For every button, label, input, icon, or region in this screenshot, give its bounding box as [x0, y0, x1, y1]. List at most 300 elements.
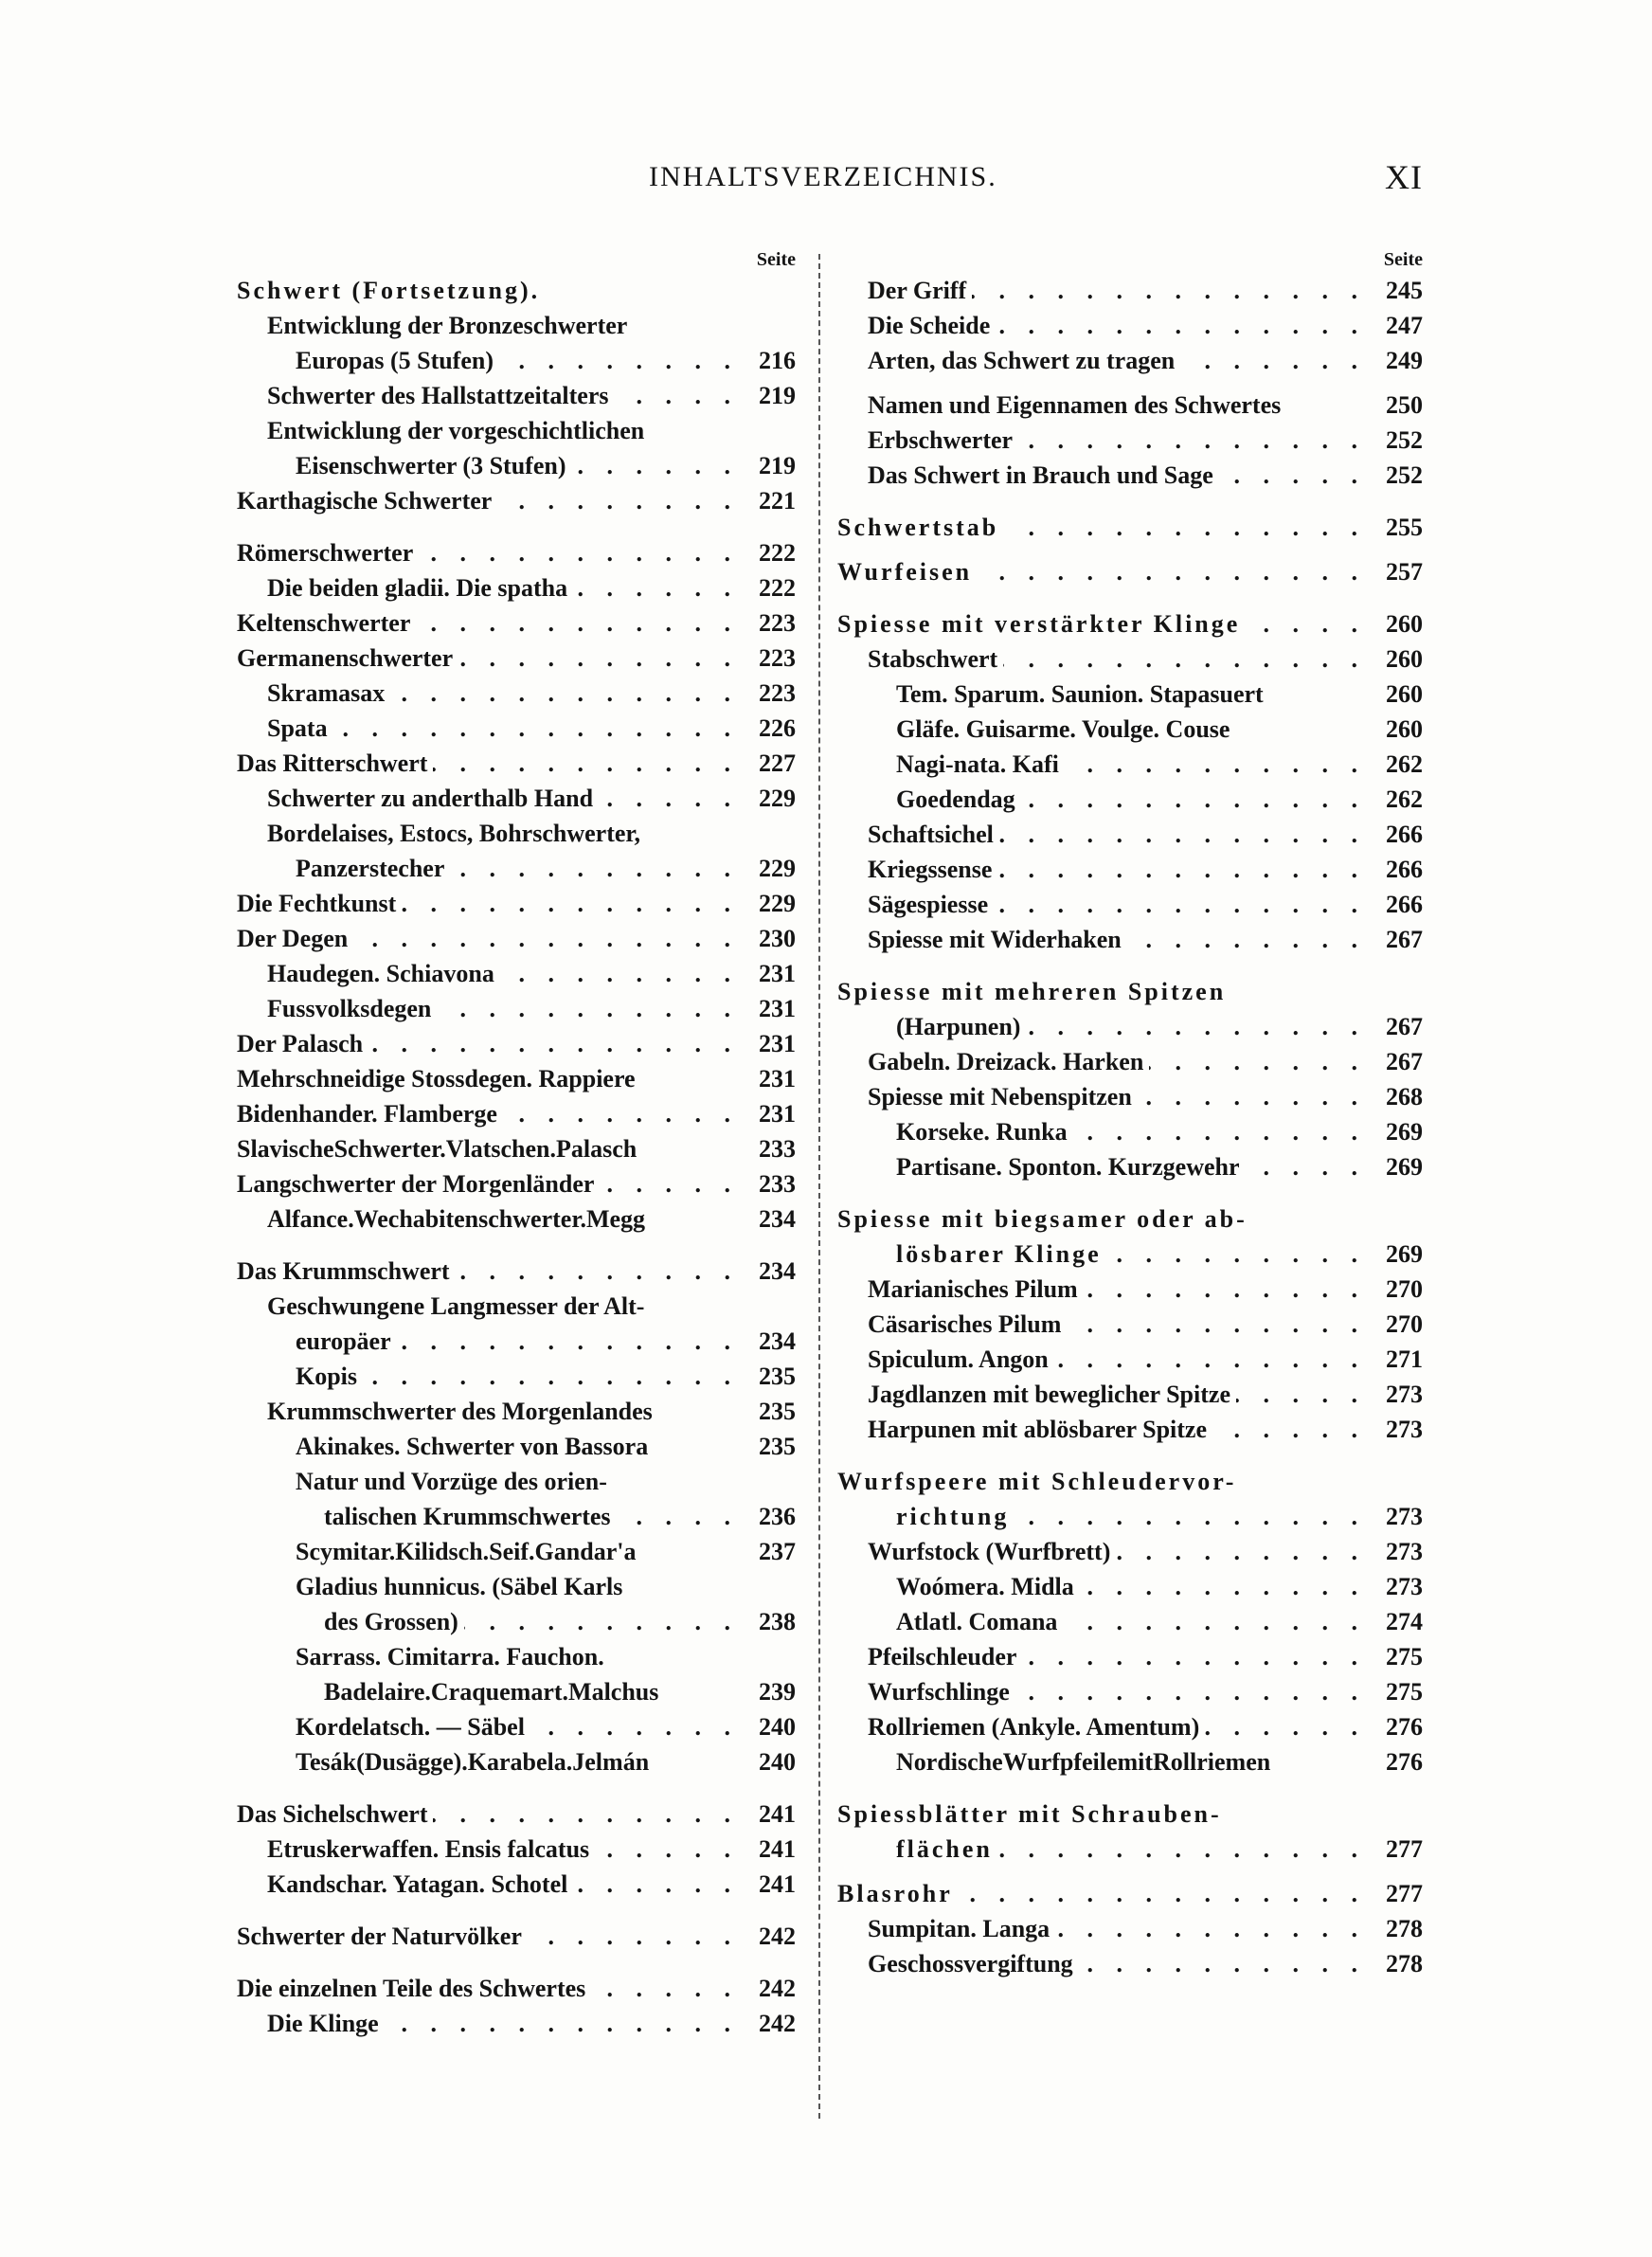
- toc-entry: [837, 1412, 1423, 1447]
- toc-entry-title: Langschwerter der Morgenländer: [237, 1170, 595, 1198]
- toc-entry: [837, 606, 1423, 641]
- toc-entry-page: 273: [1386, 1416, 1423, 1443]
- toc-entry: [237, 605, 796, 641]
- toc-entry-page: 273: [1386, 1538, 1423, 1565]
- dot-leader: [1022, 1639, 1366, 1674]
- toc-entry-title: Spiesse mit Widerhaken: [868, 926, 1122, 953]
- toc-entry-title: Namen und Eigennamen des Schwertes: [868, 391, 1282, 419]
- toc-entry-page: 276: [1386, 1748, 1423, 1776]
- toc-entry-page: 245: [1386, 277, 1423, 304]
- toc-entry: [837, 343, 1423, 378]
- toc-entry-title: Erbschwerter: [868, 426, 1014, 454]
- toc-entry-page: 267: [1386, 926, 1423, 953]
- toc-entry: [237, 378, 796, 413]
- toc-entry-title: Eisenschwerter (3 Stufen): [296, 452, 566, 479]
- toc-entry-page: 260: [1386, 610, 1423, 638]
- toc-entry-page: 240: [759, 1748, 796, 1776]
- section-gap: [837, 589, 1423, 606]
- dot-leader: [1149, 1044, 1366, 1079]
- dot-leader: [464, 1604, 739, 1639]
- dot-leader: [1246, 1149, 1366, 1184]
- toc-entry: [837, 974, 1423, 1009]
- dot-leader: [1004, 510, 1366, 545]
- dot-leader: [1015, 1674, 1366, 1709]
- dot-leader: [599, 781, 739, 816]
- toc-entry-page: 231: [759, 1065, 796, 1092]
- toc-entry-title: Wurfstock (Wurfbrett): [868, 1538, 1111, 1565]
- toc-entry: [237, 1534, 796, 1569]
- dot-leader: [997, 852, 1366, 887]
- toc-entry: [837, 782, 1423, 817]
- toc-entry-page: 278: [1386, 1950, 1423, 1977]
- toc-entry-title: Keltenschwerter: [237, 609, 411, 637]
- toc-entry-page: 262: [1386, 785, 1423, 813]
- toc-entry: [837, 1639, 1423, 1674]
- toc-entry-title: Atlatl. Comana: [896, 1608, 1058, 1635]
- section-gap: [837, 1184, 1423, 1201]
- dot-leader: [1219, 458, 1366, 493]
- toc-entry: [237, 1971, 796, 2006]
- toc-entry-page: 242: [759, 1923, 796, 1950]
- dot-leader: [416, 605, 739, 641]
- dot-leader: [573, 570, 739, 605]
- dot-leader: [998, 1832, 1366, 1867]
- toc-entry-page: 233: [759, 1135, 796, 1163]
- dot-leader: [972, 273, 1366, 308]
- dot-leader: [1080, 1569, 1366, 1604]
- dot-leader: [363, 1359, 739, 1394]
- toc-entry: [237, 1166, 796, 1201]
- seite-label: Seite: [1383, 249, 1423, 270]
- toc-entry-title: Kriegssense: [868, 856, 993, 883]
- dot-leader: [999, 817, 1366, 852]
- toc-entry-title: Spiesse mit verstärkter Klinge: [837, 610, 1241, 638]
- toc-entry-title: Die Klinge: [267, 2010, 379, 2037]
- toc-entry-title: Germanenschwerter: [237, 644, 454, 672]
- toc-entry-title: Akinakes. Schwerter von Bassora: [296, 1433, 649, 1460]
- toc-entry: [837, 1911, 1423, 1946]
- dot-leader: [1116, 1534, 1366, 1569]
- toc-entry: [237, 2006, 796, 2041]
- toc-entry: [837, 677, 1423, 712]
- toc-entry-title: Spata: [267, 714, 328, 742]
- toc-entry-page: 269: [1386, 1240, 1423, 1268]
- toc-entry-title: Kandschar. Yatagan. Schotel: [267, 1870, 568, 1898]
- toc-entry: [837, 1114, 1423, 1149]
- toc-entry: [837, 554, 1423, 589]
- toc-entry-page: 275: [1386, 1678, 1423, 1706]
- dot-leader: [1212, 1412, 1366, 1447]
- toc-entry-page: 277: [1386, 1880, 1423, 1907]
- dot-leader: [1127, 922, 1366, 957]
- toc-entry-title: Scymitar.Kilidsch.Seif.Gandar'a: [296, 1538, 637, 1565]
- toc-entry-title: Der Degen: [237, 925, 349, 952]
- toc-entry-title: Schwerter zu anderthalb Hand: [267, 785, 594, 812]
- dot-leader: [437, 991, 739, 1026]
- toc-entry-title: Nagi-nata. Kafi: [896, 750, 1059, 778]
- toc-entry: [237, 1499, 796, 1534]
- toc-entry: [837, 1272, 1423, 1307]
- dot-leader: [1138, 1079, 1366, 1114]
- toc-entry-page: 223: [759, 679, 796, 707]
- toc-entry-page: 260: [1386, 715, 1423, 743]
- dot-leader: [419, 535, 739, 570]
- dot-leader: [1084, 1272, 1366, 1307]
- toc-entry-title: (Harpunen): [896, 1013, 1021, 1040]
- toc-entry-page: 252: [1386, 426, 1423, 454]
- dot-leader: [402, 886, 739, 921]
- section-gap: [237, 518, 796, 535]
- toc-entry: [237, 308, 796, 343]
- toc-entry-title: Kopis: [296, 1363, 358, 1390]
- toc-entry-title: Geschossvergiftung: [868, 1950, 1073, 1977]
- toc-entry-title: Marianisches Pilum: [868, 1275, 1078, 1303]
- toc-entry: [837, 308, 1423, 343]
- toc-entry: [237, 816, 796, 851]
- toc-entry-page: 242: [759, 1975, 796, 2002]
- dot-leader: [1054, 1342, 1366, 1377]
- toc-entry-title: des Grossen): [324, 1608, 458, 1635]
- toc-entry: [837, 1569, 1423, 1604]
- toc-entry: [237, 781, 796, 816]
- toc-entry: [837, 1307, 1423, 1342]
- dot-leader: [617, 1499, 739, 1534]
- dot-leader: [500, 956, 739, 991]
- toc-entry-page: 222: [759, 574, 796, 602]
- dot-leader: [994, 887, 1366, 922]
- toc-entry: [837, 712, 1423, 747]
- toc-entry-title: Korseke. Runka: [896, 1118, 1068, 1146]
- toc-entry: [237, 570, 796, 605]
- toc-entry-page: 266: [1386, 821, 1423, 848]
- toc-entry: [837, 1797, 1423, 1832]
- toc-entry: [237, 1096, 796, 1131]
- toc-entry-title: Rollriemen (Ankyle. Amentum): [868, 1713, 1200, 1741]
- toc-entry-title: NordischeWurfpfeilemitRollriemen: [896, 1748, 1271, 1776]
- toc-entry-title: Entwicklung der vorgeschichtlichen: [267, 417, 645, 444]
- toc-entry-title: Woómera. Midla: [896, 1573, 1074, 1600]
- toc-entry-page: 229: [759, 890, 796, 917]
- dot-leader: [497, 483, 739, 518]
- toc-entry: [237, 991, 796, 1026]
- toc-entry-title: Schaftsichel: [868, 821, 994, 848]
- toc-entry-title: Das Sichelschwert: [237, 1800, 428, 1828]
- toc-entry: [237, 1254, 796, 1289]
- toc-entry-page: 267: [1386, 1048, 1423, 1075]
- toc-entry: [237, 1131, 796, 1166]
- section-gap: [837, 378, 1423, 388]
- toc-entry: [237, 1867, 796, 1902]
- dot-leader: [1015, 1499, 1366, 1534]
- toc-entry-page: 219: [759, 382, 796, 409]
- dot-leader: [528, 1919, 739, 1954]
- toc-entry-page: 236: [759, 1503, 796, 1530]
- toc-entry-page: 222: [759, 539, 796, 567]
- toc-entry-page: 260: [1386, 645, 1423, 673]
- toc-entry-title: Etruskerwaffen. Ensis falcatus: [267, 1835, 590, 1863]
- toc-entry: [237, 413, 796, 448]
- toc-entry: [237, 1324, 796, 1359]
- dot-leader: [573, 1867, 739, 1902]
- toc-entry-title: Bordelaises, Estocs, Bohrschwerter,: [267, 820, 641, 847]
- toc-entry-title: Karthagische Schwerter: [237, 487, 493, 515]
- toc-entry-page: 273: [1386, 1503, 1423, 1530]
- dot-leader: [1018, 423, 1366, 458]
- toc-entry-page: 221: [759, 487, 796, 515]
- dot-leader: [591, 1971, 739, 2006]
- toc-entry-page: 227: [759, 749, 796, 777]
- toc-entry-title: Wurfspeere mit Schleudervor-: [837, 1468, 1237, 1495]
- toc-entry: [837, 1876, 1423, 1911]
- toc-entry-page: 274: [1386, 1608, 1423, 1635]
- toc-entry: [837, 1604, 1423, 1639]
- toc-entry-page: 241: [759, 1835, 796, 1863]
- page-number: XI: [1385, 158, 1423, 196]
- toc-entry: [237, 448, 796, 483]
- toc-entry: [237, 1464, 796, 1499]
- toc-entry: [837, 817, 1423, 852]
- toc-entry-page: 235: [759, 1398, 796, 1425]
- toc-entry-page: 255: [1386, 514, 1423, 541]
- toc-entry-page: 250: [1386, 391, 1423, 419]
- running-title: INHALTSVERZEICHNIS.: [649, 161, 997, 192]
- toc-entry-page: 266: [1386, 856, 1423, 883]
- toc-entry: [837, 1946, 1423, 1981]
- toc-entry: [837, 1709, 1423, 1744]
- toc-entry-title: talischen Krummschwertes: [324, 1503, 611, 1530]
- toc-entry: [237, 535, 796, 570]
- toc-entry: [837, 1079, 1423, 1114]
- toc-entry-title: Kordelatsch. — Säbel: [296, 1713, 525, 1741]
- toc-entry-page: 241: [759, 1800, 796, 1828]
- toc-entry-page: 262: [1386, 750, 1423, 778]
- toc-entry-title: flächen: [896, 1835, 993, 1863]
- dot-leader: [978, 554, 1366, 589]
- toc-entry-title: Die beiden gladii. Die spatha: [267, 574, 568, 602]
- toc-entry: [837, 458, 1423, 493]
- toc-entry-title: Natur und Vorzüge des orien-: [296, 1468, 607, 1495]
- section-gap: [837, 1779, 1423, 1797]
- toc-entry-page: 235: [759, 1433, 796, 1460]
- toc-entry: [837, 510, 1423, 545]
- section-gap: [837, 493, 1423, 510]
- toc-entry-page: 270: [1386, 1310, 1423, 1338]
- toc-entry: [237, 886, 796, 921]
- toc-entry-page: 223: [759, 644, 796, 672]
- toc-entry-page: 229: [759, 855, 796, 882]
- dot-leader: [433, 746, 739, 781]
- toc-entry-page: 257: [1386, 558, 1423, 586]
- toc-entry: [837, 1237, 1423, 1272]
- toc-entry-page: 231: [759, 960, 796, 987]
- toc-entry: [237, 1061, 796, 1096]
- section-gap: [837, 545, 1423, 554]
- toc-entry: [237, 921, 796, 956]
- dot-leader: [1073, 1114, 1366, 1149]
- toc-entry-title: Tem. Sparum. Saunion. Stapasuert: [896, 680, 1264, 708]
- dot-leader: [390, 676, 739, 711]
- toc-entry-title: Jagdlanzen mit beweglicher Spitze: [868, 1381, 1230, 1408]
- dot-leader: [353, 921, 739, 956]
- toc-entry-title: richtung: [896, 1503, 1010, 1530]
- toc-entry-page: 276: [1386, 1713, 1423, 1741]
- toc-entry: [837, 388, 1423, 423]
- toc-entry: [837, 641, 1423, 677]
- toc-entry: [837, 887, 1423, 922]
- toc-entry-title: Bidenhander. Flamberge: [237, 1100, 497, 1128]
- toc-entry-title: Entwicklung der Bronzeschwerter: [267, 312, 628, 339]
- toc-entry-page: 238: [759, 1608, 796, 1635]
- dot-leader: [571, 448, 739, 483]
- toc-entry-title: Harpunen mit ablösbarer Spitze: [868, 1416, 1208, 1443]
- right-column: [837, 246, 1423, 1981]
- toc-entry-page: 266: [1386, 891, 1423, 918]
- toc-entry: [837, 1044, 1423, 1079]
- toc-entry-title: Das Schwert in Brauch und Sage: [868, 461, 1213, 489]
- dot-leader: [615, 378, 739, 413]
- toc-entry-title: Stabschwert: [868, 645, 998, 673]
- section-gap: [237, 1954, 796, 1971]
- toc-entry-title: Spiesse mit Nebenspitzen: [868, 1083, 1132, 1110]
- dot-leader: [1079, 1946, 1366, 1981]
- toc-entry-title: europäer: [296, 1327, 391, 1355]
- toc-entry-page: 231: [759, 995, 796, 1022]
- toc-entry-title: Schwerter des Hallstattzeitalters: [267, 382, 609, 409]
- dot-leader: [397, 1324, 739, 1359]
- dot-leader: [1055, 1911, 1366, 1946]
- section-gap: [837, 1447, 1423, 1464]
- toc-entry-page: 239: [759, 1678, 796, 1706]
- toc-entry: [237, 1359, 796, 1394]
- toc-entry: [837, 1377, 1423, 1412]
- toc-entry-page: 278: [1386, 1915, 1423, 1942]
- toc-entry: [237, 1394, 796, 1429]
- toc-entries-right: [837, 273, 1423, 1981]
- toc-entry-page: 247: [1386, 312, 1423, 339]
- toc-entry-page: 269: [1386, 1118, 1423, 1146]
- toc-entry: [237, 641, 796, 676]
- toc-entry: [837, 1534, 1423, 1569]
- toc-entry-title: Fussvolksdegen: [267, 995, 432, 1022]
- toc-entry-title: Schwert (Fortsetzung).: [237, 277, 541, 304]
- toc-entry-title: Die Scheide: [868, 312, 991, 339]
- toc-entry: [237, 1569, 796, 1604]
- toc-entry: [837, 1464, 1423, 1499]
- toc-entry-title: Der Palasch: [237, 1030, 364, 1057]
- toc-entry-title: Wurfschlinge: [868, 1678, 1010, 1706]
- toc-entry-page: 231: [759, 1100, 796, 1128]
- toc-entry: [837, 1674, 1423, 1709]
- dot-leader: [450, 851, 739, 886]
- toc-entry-page: 242: [759, 2010, 796, 2037]
- toc-entry-page: 252: [1386, 461, 1423, 489]
- toc-entry-title: Sarrass. Cimitarra. Fauchon.: [296, 1643, 604, 1670]
- toc-entry: [237, 1026, 796, 1061]
- toc-entry-page: 271: [1386, 1345, 1423, 1373]
- toc-entry-title: Europas (5 Stufen): [296, 347, 494, 374]
- toc-entry-title: Das Krummschwert: [237, 1257, 450, 1285]
- toc-entry-title: Schwertstab: [837, 514, 999, 541]
- toc-entry-page: 230: [759, 925, 796, 952]
- toc-entry-title: Partisane. Sponton. Kurzgewehr: [896, 1153, 1240, 1181]
- toc-entry: [837, 1009, 1423, 1044]
- left-column: [237, 246, 796, 2041]
- toc-entry-title: Die einzelnen Teile des Schwertes: [237, 1975, 586, 2002]
- toc-entry: [237, 851, 796, 886]
- toc-entry-title: Goedendag: [896, 785, 1015, 813]
- toc-entry: [237, 1832, 796, 1867]
- dot-leader: [1063, 1604, 1366, 1639]
- dot-leader: [1067, 1307, 1366, 1342]
- toc-entry-title: Pfeilschleuder: [868, 1643, 1017, 1670]
- toc-entry-title: Badelaire.Craquemart.Malchus: [324, 1678, 659, 1706]
- dot-leader: [433, 1797, 739, 1832]
- toc-entry-title: Skramasax: [267, 679, 386, 707]
- toc-entry-title: Krummschwerter des Morgenlandes: [267, 1398, 653, 1425]
- toc-entry: [237, 1639, 796, 1674]
- dot-leader: [333, 711, 739, 746]
- toc-entry: [837, 922, 1423, 957]
- toc-entry-title: Panzerstecher: [296, 855, 445, 882]
- toc-entry-page: 241: [759, 1870, 796, 1898]
- toc-entry-page: 260: [1386, 680, 1423, 708]
- toc-entry-page: 269: [1386, 1153, 1423, 1181]
- toc-entry-page: 240: [759, 1713, 796, 1741]
- toc-entry: [837, 1744, 1423, 1779]
- dot-leader: [1026, 1009, 1366, 1044]
- dot-leader: [1003, 641, 1366, 677]
- toc-entry-page: 277: [1386, 1835, 1423, 1863]
- toc-entry-title: Die Fechtkunst: [237, 890, 397, 917]
- toc-entry: [837, 1832, 1423, 1867]
- column-divider: [818, 254, 820, 2119]
- toc-entry-page: 233: [759, 1170, 796, 1198]
- toc-entry: [837, 852, 1423, 887]
- toc-entry-title: Arten, das Schwert zu tragen: [868, 347, 1176, 374]
- dot-leader: [1065, 747, 1366, 782]
- dot-leader: [499, 343, 739, 378]
- toc-entry: [237, 483, 796, 518]
- toc-entry-title: Gabeln. Dreizack. Harken: [868, 1048, 1144, 1075]
- toc-entry: [837, 1201, 1423, 1237]
- dot-leader: [1205, 1709, 1366, 1744]
- dot-leader: [1246, 606, 1366, 641]
- toc-entry: [237, 1709, 796, 1744]
- toc-entry: [837, 747, 1423, 782]
- toc-entry-page: 273: [1386, 1381, 1423, 1408]
- toc-entry: [237, 343, 796, 378]
- toc-entry-page: 231: [759, 1030, 796, 1057]
- toc-entry-page: 226: [759, 714, 796, 742]
- toc-entry-title: Sägespiesse: [868, 891, 989, 918]
- running-head: [237, 158, 1423, 203]
- toc-entry-title: Römerschwerter: [237, 539, 414, 567]
- toc-entry: [237, 746, 796, 781]
- toc-entry-page: 249: [1386, 347, 1423, 374]
- dot-leader: [458, 641, 739, 676]
- toc-entry-title: Cäsarisches Pilum: [868, 1310, 1062, 1338]
- toc-entry: [237, 1674, 796, 1709]
- dot-leader: [503, 1096, 739, 1131]
- toc-entry-title: Tesák(Dusägge).Karabela.Jelmán: [296, 1748, 650, 1776]
- dot-leader: [368, 1026, 739, 1061]
- toc-entry-title: Spiesse mit biegsamer oder ab-: [837, 1205, 1248, 1233]
- toc-entry-page: 229: [759, 785, 796, 812]
- toc-entry-title: Geschwungene Langmesser der Alt-: [267, 1292, 645, 1320]
- toc-entry-title: lösbarer Klinge: [896, 1240, 1102, 1268]
- toc-entry-title: Der Griff: [868, 277, 967, 304]
- section-gap: [837, 957, 1423, 974]
